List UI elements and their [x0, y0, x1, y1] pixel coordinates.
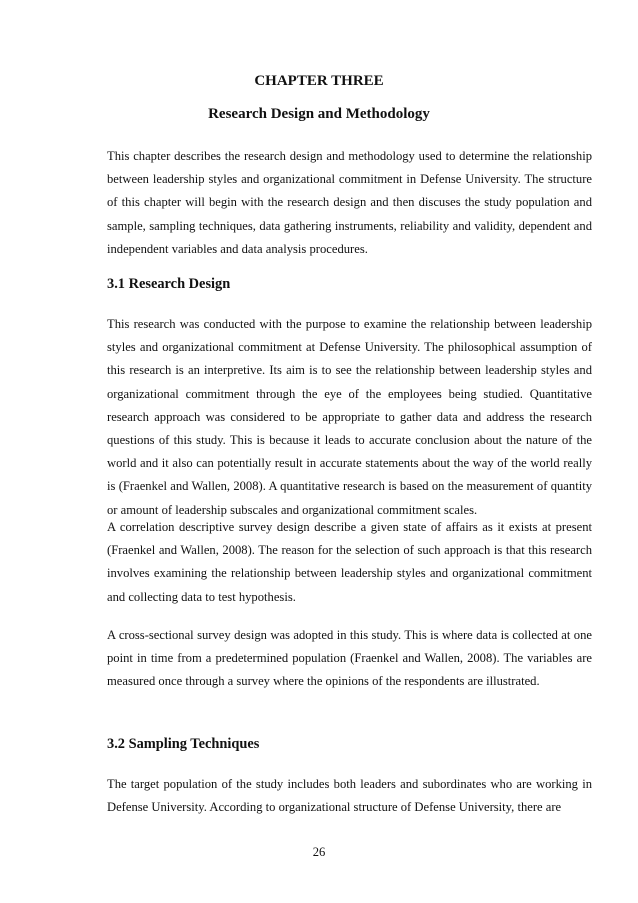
research-design-paragraph-3: A cross-sectional survey design was adopted in this study. This is where data is collected at one point in time from a predetermined population (Fraenkel and Wallen, 2008). The variables are measured once through a survey where the opinions of the respondents are illustrated. — [107, 628, 592, 689]
chapter-title: CHAPTER THREE — [254, 73, 384, 89]
intro-paragraph: This chapter describes the research design and methodology used to determine the relationship between leadership styles and organizational commitment in Defense University. The structure of this chapter will begin with the research design and then discuses the study population and sample, sampling techniques, data gathering instruments, reliability and validity, dependent and independent variables and data analysis procedures. — [107, 149, 592, 256]
sampling-techniques-paragraph-1: The target population of the study includes both leaders and subordinates who are working in Defense University. According to organizational structure of Defense University, there are — [107, 777, 592, 815]
section-heading-research-design: 3.1 Research Design — [107, 276, 231, 292]
section-heading-sampling-techniques: 3.2 Sampling Techniques — [107, 736, 260, 752]
research-design-paragraph-1: This research was conducted with the purpose to examine the relationship between leadership styles and organizational commitment at Defense University. The philosophical assumption of this research is an interpretive. Its aim is to see the relationship between leadership styles and organizational commitment through the eye of the employees being studied. Quantitative research approach was considered to be appropriate to gather data and address the research questions of this study. This is because it leads to accurate conclusion about the nature of the world and it also can potentially result in accurate statements about the way of the world really is (Fraenkel and Wallen, 2008). A quantitative research is based on the measurement of quantity or amount of leadership subscales and organizational commitment scales. — [107, 317, 592, 517]
page-number: 26 — [312, 845, 326, 859]
chapter-subtitle: Research Design and Methodology — [208, 106, 430, 122]
research-design-paragraph-2: A correlation descriptive survey design describe a given state of affairs as it exists at present (Fraenkel and Wallen, 2008). The reason for the selection of such approach is that this research involves examining the relationship between leadership styles and organizational commitment and collecting data to test hypothesis. — [107, 520, 592, 604]
